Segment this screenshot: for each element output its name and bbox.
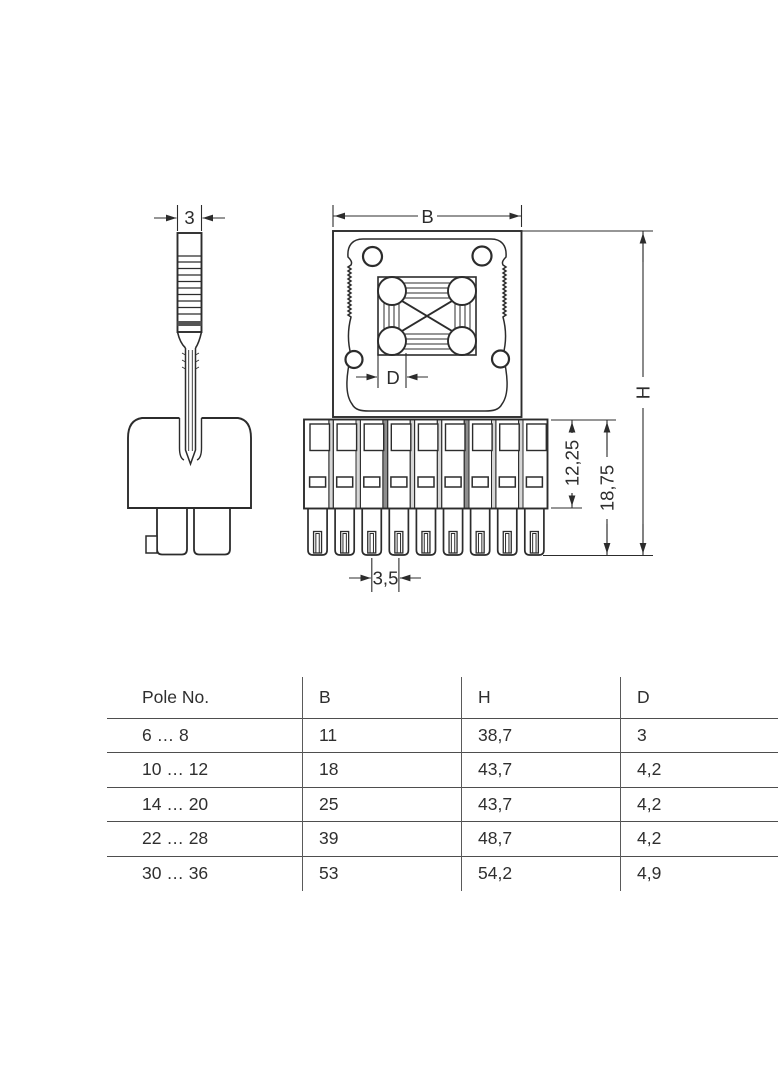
push-rod bbox=[178, 233, 202, 464]
pole-range-cell: 22 … 28 bbox=[142, 828, 209, 849]
pole-range-cell: 30 … 36 bbox=[142, 863, 209, 883]
flange-plate bbox=[333, 231, 522, 417]
d-value-cell: 4,2 bbox=[621, 822, 779, 857]
col-header-h: H bbox=[462, 677, 621, 718]
table-row bbox=[107, 787, 778, 822]
b-value-cell: 53 bbox=[303, 856, 462, 891]
rod-needle bbox=[186, 348, 196, 464]
pole-row-body bbox=[304, 420, 548, 556]
pole-range-cell: 14 … 20 bbox=[142, 793, 209, 814]
side-latch-tab bbox=[146, 536, 157, 553]
b-value-cell: 39 bbox=[303, 822, 462, 857]
b-value-cell: 18 bbox=[303, 753, 462, 788]
table-row bbox=[107, 753, 778, 788]
d-value-cell: 3 bbox=[621, 718, 779, 753]
dim-total-height-label: 18,75 bbox=[596, 464, 618, 512]
pole-dimension-table bbox=[107, 677, 778, 891]
col-header-d: D bbox=[621, 677, 779, 718]
table-header-row bbox=[107, 677, 778, 718]
h-value-cell: 43,7 bbox=[462, 753, 621, 788]
dim-width-b-label: B bbox=[421, 206, 434, 227]
d-value-cell: 4,9 bbox=[621, 856, 779, 891]
pole-range-cell: 10 … 12 bbox=[142, 759, 209, 780]
h-value-cell: 43,7 bbox=[462, 787, 621, 822]
table-row bbox=[107, 718, 778, 753]
side-leg-right bbox=[194, 508, 230, 555]
h-value-cell: 54,2 bbox=[462, 856, 621, 891]
dim-upper-height-label: 12,25 bbox=[561, 439, 583, 487]
b-value-cell: 11 bbox=[303, 718, 462, 753]
pole-range-cell: 6 … 8 bbox=[142, 724, 189, 745]
d-value-cell: 4,2 bbox=[621, 753, 779, 788]
dim-rod-width-label: 3 bbox=[184, 207, 195, 228]
front-view-connector bbox=[304, 205, 654, 592]
side-view-operating-tool bbox=[128, 205, 251, 555]
b-value-cell: 25 bbox=[303, 787, 462, 822]
side-leg-left bbox=[157, 508, 187, 555]
h-value-cell: 48,7 bbox=[462, 822, 621, 857]
dim-height-h-label: H bbox=[632, 385, 654, 400]
col-header-b: B bbox=[303, 677, 462, 718]
table-row bbox=[107, 822, 778, 857]
dim-pitch-label: 3,5 bbox=[372, 567, 399, 589]
dim-hole-d-label: D bbox=[386, 367, 400, 388]
h-value-cell: 38,7 bbox=[462, 718, 621, 753]
table-row bbox=[107, 856, 778, 891]
d-value-cell: 4,2 bbox=[621, 787, 779, 822]
col-header-pole-no: Pole No. bbox=[142, 686, 210, 707]
